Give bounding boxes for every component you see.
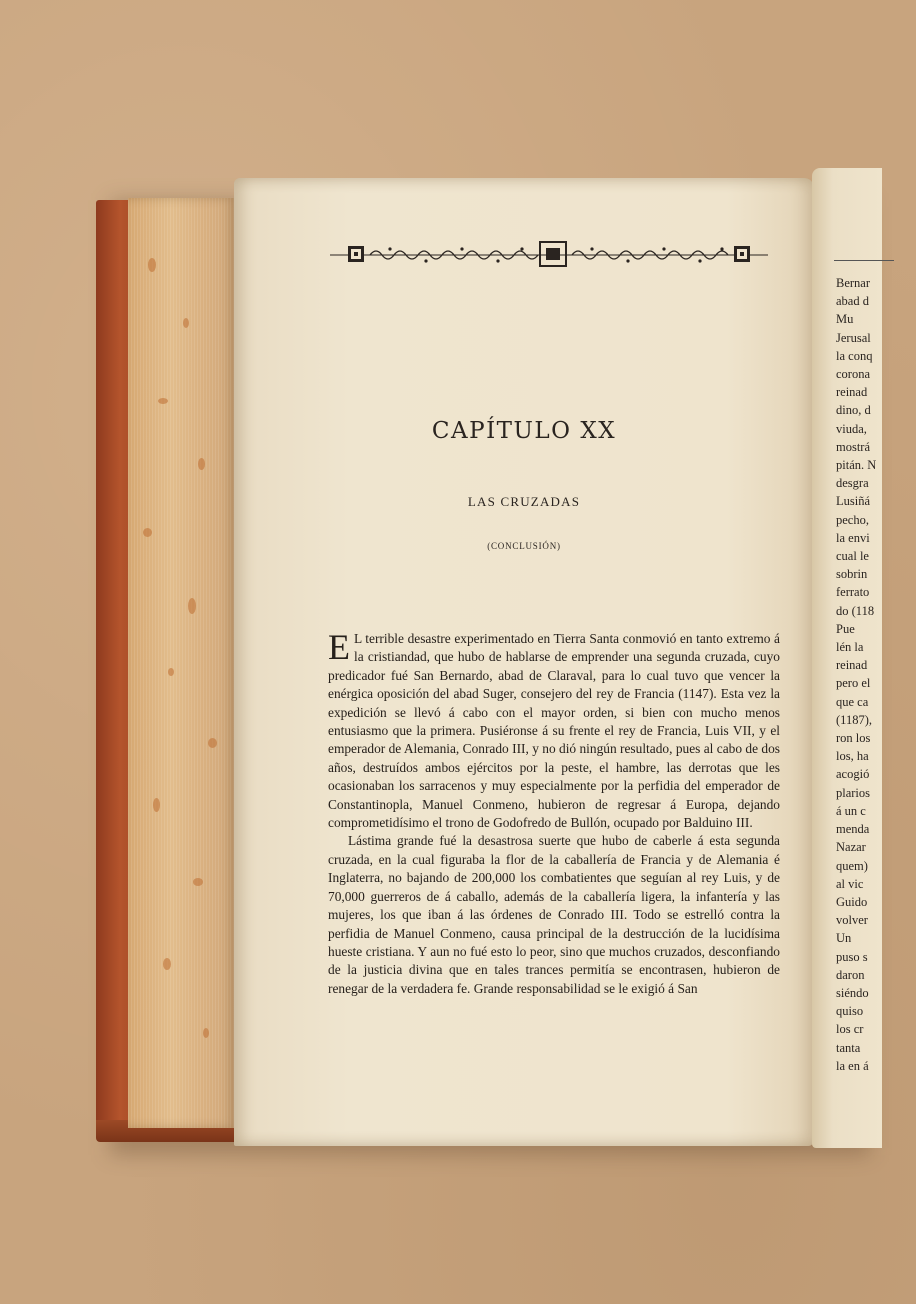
- right-page-line: mostrá: [836, 439, 871, 454]
- chapter-ornament: [330, 240, 768, 270]
- right-page-line: tanta: [836, 1040, 861, 1055]
- right-page-line: á un c: [836, 803, 866, 818]
- page-edges: [128, 198, 236, 1128]
- right-page-line: al vic: [836, 876, 864, 891]
- right-page-line: reinad: [836, 658, 868, 673]
- right-page-line: reinad: [836, 385, 868, 400]
- right-page-line: siéndo: [836, 985, 869, 1000]
- right-page-line: la conq: [836, 348, 873, 363]
- right-page-line: Guido: [836, 894, 868, 909]
- right-page-line: volver: [836, 913, 868, 928]
- chapter-body: [328, 627, 780, 998]
- right-page-line: do (118: [836, 603, 875, 618]
- chapter-subtitle: LAS CRUZADAS: [467, 494, 581, 509]
- right-page-line: Lusiñá: [836, 494, 871, 509]
- paragraph-1-text: L terrible desastre experimentado en Tierra Santa conmovió en tanto extremo á la cristiandad, que hubo de hablarse de emprender una segunda cruzada, cuyo predicador fué San Bernardo, abad de Claraval, para lo cual tuvo que vencer la enérgica oposición del abad Suger, consejero del rey de Francia (1147). Esta vez la expedición se llevó á cabo con el mayor orden, si bien con mucho menos entusiasmo que la primera. Pusiéronse á su frente el rey de Francia, Luis VII, y el emperador de Alemania, Conrado III, y no dió ningún resultado, pues al cabo de dos años, destruídos ambos ejércitos por la peste, el hambre, las derrotas que les ocasionaban los sarracenos y muy especialmente por la perfidia del emperador de Constantinopla, Manuel Conmeno, hubieron de regresar á Europa, dejando comprometidísimo el trono de Godofredo de Bullón, ocupado por Balduino III.: [328, 631, 780, 831]
- right-page-line: Bernar: [836, 276, 871, 290]
- right-page-text: [836, 274, 916, 1075]
- right-page: [812, 168, 882, 1148]
- right-page-line: Jerusal: [836, 330, 871, 345]
- paragraph-2: Lástima grande fué la desastrosa suerte que hubo de caberle á esta segunda cruzada, en la cual figuraba la flor de la caballería de Francia y de Alemania é Inglaterra, no bajando de 200,000 los combatientes que seguían al rey Luis, y de 70,000 guerreros de á caballo, además de la caballería ligera, la infantería y las mujeres, los que iban á las órdenes de Conrado III. Todo se estrelló contra la perfidia de Manuel Conmeno, causa principal de la destrucción de la lucidísima hueste cristiana. Y aun no fué esto lo peor, sino que muchos cruzados, desconfiando de la justicia divina que en tales trances permitía se encontrasen, hubieron de renegar de la verdadera fe. Grande responsabilidad se le exigió á San: [328, 833, 780, 996]
- chapter-note: (CONCLUSIÓN): [487, 541, 561, 551]
- right-page-line: abad d: [836, 294, 869, 309]
- right-page-line: lén la: [836, 640, 864, 655]
- right-page-line: desgra: [836, 476, 869, 491]
- chapter-title: CAPÍTULO XX: [431, 418, 617, 444]
- right-page-line: dino, d: [836, 403, 871, 418]
- right-page-line: sobrin: [836, 567, 868, 582]
- right-page-line: Mu: [836, 312, 854, 327]
- right-page-line: ferrato: [836, 585, 870, 600]
- paragraph-1: [328, 627, 780, 832]
- right-page-line: plarios: [836, 785, 871, 800]
- right-page-rule: [834, 260, 894, 261]
- right-page-line: pitán. N: [836, 458, 877, 473]
- right-page-line: los cr: [836, 1022, 864, 1037]
- dropcap: E: [328, 627, 350, 667]
- right-page-line: cual le: [836, 549, 869, 564]
- right-page-line: los, ha: [836, 749, 869, 764]
- right-page-line: quiso: [836, 1004, 864, 1019]
- right-page-line: corona: [836, 367, 871, 382]
- right-page-line: puso s: [836, 949, 868, 964]
- right-page-line: Pue: [836, 621, 855, 636]
- right-page-line: acogió: [836, 767, 870, 782]
- right-page-line: pero el: [836, 676, 871, 691]
- right-page-line: menda: [836, 822, 870, 837]
- right-page-line: Un: [836, 931, 852, 946]
- right-page-line: Nazar: [836, 840, 866, 855]
- right-page-line: ron los: [836, 731, 871, 746]
- right-page-line: la en á: [836, 1058, 869, 1073]
- right-page-line: la envi: [836, 530, 870, 545]
- right-page-line: viuda,: [836, 421, 867, 436]
- right-page-line: que ca: [836, 694, 869, 709]
- right-page-line: daron: [836, 967, 865, 982]
- right-page-line: quem): [836, 858, 868, 873]
- right-page-line: (1187),: [836, 712, 872, 727]
- right-page-line: pecho,: [836, 512, 869, 527]
